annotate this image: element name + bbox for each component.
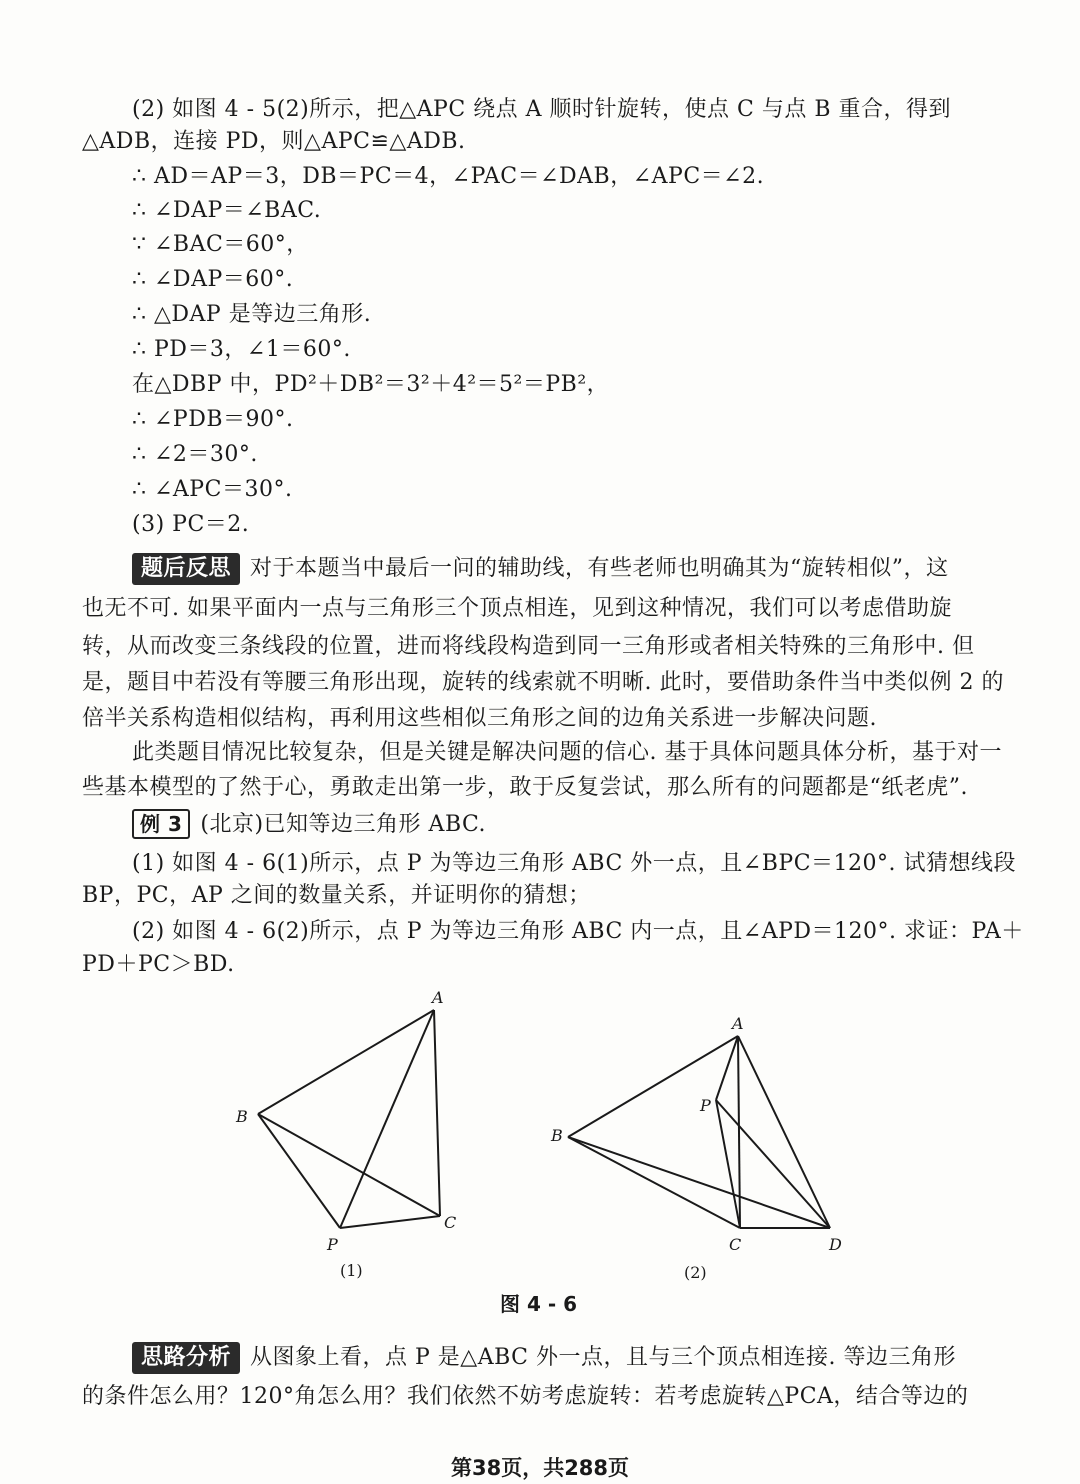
proof-line: ∴ ∠APC＝30°.	[132, 477, 293, 502]
figure-2-caption: (2)	[684, 1263, 707, 1282]
label-P: P	[700, 1096, 711, 1115]
reflection-line: 此类题目情况比较复杂，但是关键是解决问题的信心. 基于具体问题具体分析，基于对一	[132, 740, 1002, 765]
reflection-line: 也无不可. 如果平面内一点与三角形三个顶点相连，见到这种情况，我们可以考虑借助旋	[82, 596, 952, 621]
example-title-line	[132, 809, 486, 840]
label-C: C	[444, 1213, 457, 1232]
proof-line: 在△DBP 中，PD²＋DB²＝3²＋4²＝5²＝PB²，	[132, 372, 610, 397]
analysis-tag: 思路分析	[132, 1342, 240, 1374]
proof-line: ∴ AD＝AP＝3，DB＝PC＝4，∠PAC＝∠DAB，∠APC＝∠2.	[132, 164, 765, 189]
segment-AB	[568, 1036, 738, 1137]
example-question: PD＋PC＞BD.	[82, 952, 235, 977]
proof-line: ∴ ∠PDB＝90°.	[132, 407, 294, 432]
figure-1-lines	[258, 1010, 440, 1228]
segment-PC	[716, 1100, 740, 1228]
reflection-first-line	[132, 553, 949, 585]
reflection-line: 倍半关系构造相似结构，再利用这些相似三角形之间的边角关系进一步解决问题.	[82, 706, 877, 731]
segment-AC	[434, 1010, 440, 1216]
reflection-text: 对于本题当中最后一问的辅助线，有些老师也明确其为“旋转相似”，这	[250, 556, 949, 581]
reflection-line: 是，题目中若没有等腰三角形出现，旋转的线索就不明晰. 此时，要借助条件当中类似例 2 的	[82, 670, 1004, 695]
segment-PC	[340, 1216, 440, 1228]
label-P: P	[327, 1235, 338, 1254]
figure-caption: 图 4 - 6	[500, 1292, 578, 1316]
proof-line: △ADB，连接 PD，则△APC≌△ADB.	[82, 129, 466, 154]
example-tag: 例 3	[132, 809, 190, 839]
proof-line: ∴ ∠DAP＝60°.	[132, 267, 294, 292]
label-B: B	[236, 1107, 248, 1126]
reflection-tag: 题后反思	[132, 553, 240, 585]
segment-AP	[340, 1010, 434, 1228]
label-B: B	[551, 1126, 563, 1145]
analysis-first-line	[132, 1342, 956, 1374]
proof-line: (3) PC＝2.	[132, 512, 250, 537]
page-footer: 第38页，共288页	[450, 1456, 630, 1480]
segment-BC	[258, 1114, 440, 1216]
label-C: C	[729, 1235, 742, 1254]
proof-line: ∵ ∠BAC＝60°，	[132, 232, 309, 257]
analysis-text: 从图象上看，点 P 是△ABC 外一点，且与三个顶点相连接. 等边三角形	[250, 1345, 957, 1370]
figure-4-6	[0, 980, 1080, 1290]
analysis-line: 的条件怎么用？120°角怎么用？我们依然不妨考虑旋转：若考虑旋转△PCA，结合等边的	[82, 1384, 969, 1409]
segment-BP	[258, 1114, 340, 1228]
proof-line: ∴ ∠2＝30°.	[132, 442, 258, 467]
reflection-line: 些基本模型的了然于心，勇敢走出第一步，敢于反复尝试，那么所有的问题都是“纸老虎”.	[82, 775, 968, 800]
reflection-line: 转，从而改变三条线段的位置，进而将线段构造到同一三角形或者相关特殊的三角形中. 但	[82, 634, 975, 659]
example-question: (1) 如图 4 - 6(1)所示，点 P 为等边三角形 ABC 外一点，且∠BPC＝120°. 试猜想线段	[132, 851, 1017, 876]
figure-1-caption: (1)	[340, 1261, 363, 1280]
proof-line: (2) 如图 4 - 5(2)所示，把△APC 绕点 A 顺时针旋转，使点 C 与点 B 重合，得到	[132, 97, 952, 122]
example-question: BP，PC，AP 之间的数量关系，并证明你的猜想；	[82, 883, 591, 908]
segment-AD	[738, 1036, 830, 1228]
segment-AP	[716, 1036, 738, 1100]
label-D: D	[829, 1235, 842, 1254]
example-question: (2) 如图 4 - 6(2)所示，点 P 为等边三角形 ABC 内一点，且∠APD＝120°. 求证：PA＋	[132, 919, 1024, 944]
segment-AB	[258, 1010, 434, 1114]
proof-line: ∴ PD＝3，∠1＝60°.	[132, 337, 351, 362]
proof-line: ∴ △DAP 是等边三角形.	[132, 302, 372, 327]
segment-AC	[738, 1036, 740, 1228]
segment-BC	[568, 1137, 740, 1228]
example-title: (北京)已知等边三角形 ABC.	[200, 812, 487, 837]
figure-2-lines	[568, 1036, 830, 1228]
label-A: A	[432, 988, 444, 1007]
proof-line: ∴ ∠DAP＝∠BAC.	[132, 198, 322, 223]
label-A: A	[732, 1014, 744, 1033]
